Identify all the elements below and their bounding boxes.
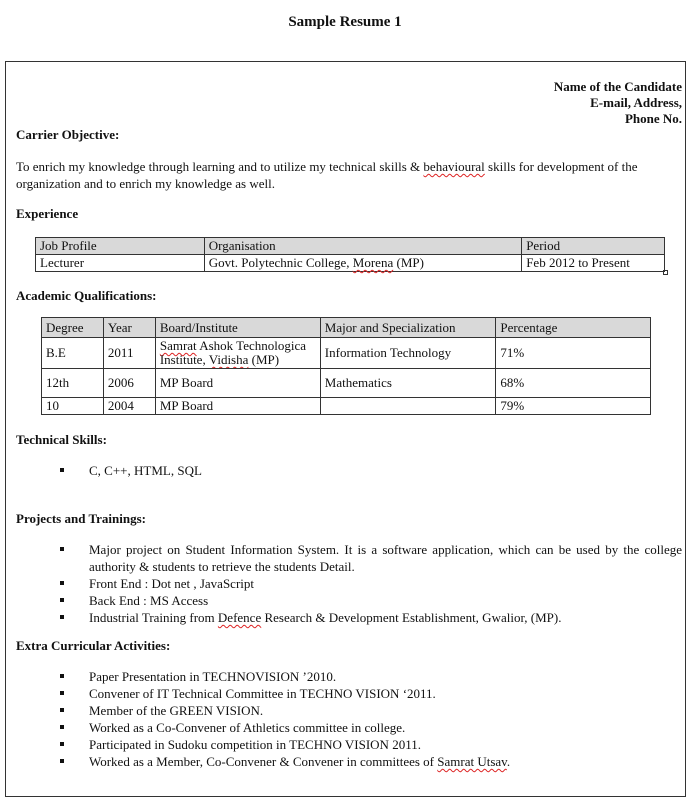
- percentage-cell: 68%: [496, 369, 651, 398]
- activity-text: Convener of IT Technical Committee in TECHNO VISION ‘2011.: [89, 686, 436, 701]
- major-cell: Mathematics: [320, 369, 496, 398]
- project-squiggle-text: Defence: [217, 610, 262, 625]
- document-title: Sample Resume 1: [288, 14, 402, 30]
- list-item: [60, 541, 682, 575]
- activity-text: Worked as a Member, Co-Convener & Convener in committees of: [89, 754, 438, 769]
- org-squiggle-text: Morena: [352, 255, 394, 270]
- list-item: [60, 736, 682, 753]
- bullet-icon: [60, 547, 64, 551]
- candidate-phone: Phone No.: [624, 111, 682, 126]
- objective-text-squiggle: behavioural: [423, 159, 485, 174]
- projects-list: [60, 541, 682, 626]
- institute-squiggle: Samrat: [159, 338, 197, 353]
- bullet-icon: [60, 759, 64, 763]
- activity-text-end: .: [506, 754, 511, 769]
- bullet-icon: [60, 581, 64, 585]
- extra-list: [60, 668, 682, 770]
- institute-text-2: Institute,: [159, 352, 209, 367]
- list-item: [60, 462, 682, 479]
- activity-text: Worked as a Co-Convener of Athletics committee in college.: [89, 720, 406, 735]
- activity-text: Paper Presentation in TECHNOVISION ’2010.: [89, 669, 337, 684]
- percentage-cell: 71%: [496, 338, 651, 369]
- list-item: [60, 668, 682, 685]
- degree-cell: 12th: [42, 369, 104, 398]
- list-item: [60, 685, 682, 702]
- experience-table: [35, 237, 665, 272]
- major-cell: [320, 398, 496, 415]
- skill-text: C, C++, HTML, SQL: [89, 463, 202, 478]
- academic-col-major: Major and Specialization: [320, 318, 496, 338]
- bullet-icon: [60, 725, 64, 729]
- major-cell: Information Technology: [320, 338, 496, 369]
- year-cell: 2006: [103, 369, 155, 398]
- academic-col-year: Year: [103, 318, 155, 338]
- project-text: Back End : MS Access: [89, 593, 209, 608]
- percentage-cell: 79%: [496, 398, 651, 415]
- bullet-icon: [60, 708, 64, 712]
- institute-cell: MP Board: [155, 398, 320, 415]
- activity-text: Member of the GREEN VISION.: [89, 703, 264, 718]
- experience-table-header: [36, 238, 665, 255]
- bullet-icon: [60, 691, 64, 695]
- table-row: [42, 369, 651, 398]
- degree-cell: B.E: [42, 338, 104, 369]
- institute-text: Ashok Technologica: [196, 338, 307, 353]
- projects-heading: Projects and Trainings:: [16, 511, 147, 526]
- bullet-icon: [60, 598, 64, 602]
- experience-col-period: Period: [522, 238, 665, 255]
- institute-cell: MP Board: [155, 369, 320, 398]
- objective-text: [16, 158, 678, 192]
- skills-list: [60, 462, 682, 479]
- year-cell: 2004: [103, 398, 155, 415]
- project-text: Front End : Dot net , JavaScript: [89, 576, 255, 591]
- org-text: Govt. Polytechnic College,: [208, 255, 353, 270]
- candidate-email-address: E-mail, Address,: [590, 95, 682, 110]
- project-text: Industrial Training from: [89, 610, 218, 625]
- bullet-icon: [60, 742, 64, 746]
- academic-col-percentage: Percentage: [496, 318, 651, 338]
- candidate-header: [554, 79, 682, 127]
- institute-line-2: [160, 353, 316, 367]
- skills-heading: Technical Skills:: [16, 432, 107, 447]
- list-item: [60, 609, 682, 626]
- activity-text: Participated in Sudoku competition in TECHNO VISION 2011.: [89, 737, 421, 752]
- bullet-icon: [60, 615, 64, 619]
- degree-cell: 10: [42, 398, 104, 415]
- institute-squiggle-2: Vidisha: [208, 352, 249, 367]
- activity-squiggle-text: Samrat Utsav: [437, 754, 507, 769]
- list-item: [60, 592, 682, 609]
- candidate-name: Name of the Candidate: [553, 79, 682, 94]
- academic-table: [41, 317, 651, 415]
- list-item: [60, 753, 682, 770]
- institute-text-3: (MP): [248, 352, 280, 367]
- table-row: [42, 398, 651, 415]
- org-text-end: (MP): [393, 255, 424, 270]
- list-item: [60, 575, 682, 592]
- experience-period-cell: Feb 2012 to Present: [522, 255, 665, 272]
- academic-table-header: [42, 318, 651, 338]
- academic-col-degree: Degree: [42, 318, 104, 338]
- table-row: [36, 255, 665, 272]
- institute-cell: [155, 338, 320, 369]
- table-row: [42, 338, 651, 369]
- experience-org-cell: [204, 255, 521, 272]
- objective-text-part2: skills for development of the organization and to enrich my knowledge as well.: [16, 159, 638, 191]
- experience-col-job-profile: Job Profile: [36, 238, 205, 255]
- project-text: Major project on Student Information System. It is a software application, which can be used by the college authority & students to retrieve the students Detail.: [89, 542, 682, 574]
- objective-text-part1: To enrich my knowledge through learning and to utilize my technical skills &: [16, 159, 424, 174]
- bullet-icon: [60, 468, 64, 472]
- experience-col-organisation: Organisation: [204, 238, 521, 255]
- experience-profile-cell: Lecturer: [36, 255, 205, 272]
- academic-heading: Academic Qualifications:: [16, 288, 157, 303]
- extra-heading: Extra Curricular Activities:: [16, 638, 171, 653]
- project-text-end: Research & Development Establishment, Gwalior, (MP).: [261, 610, 562, 625]
- table-resize-handle: [663, 270, 668, 275]
- year-cell: 2011: [103, 338, 155, 369]
- list-item: [60, 719, 682, 736]
- academic-col-board: Board/Institute: [155, 318, 320, 338]
- list-item: [60, 702, 682, 719]
- institute-line-1: [160, 339, 316, 353]
- objective-heading: Carrier Objective:: [16, 127, 120, 142]
- experience-heading: Experience: [16, 206, 79, 221]
- bullet-icon: [60, 674, 64, 678]
